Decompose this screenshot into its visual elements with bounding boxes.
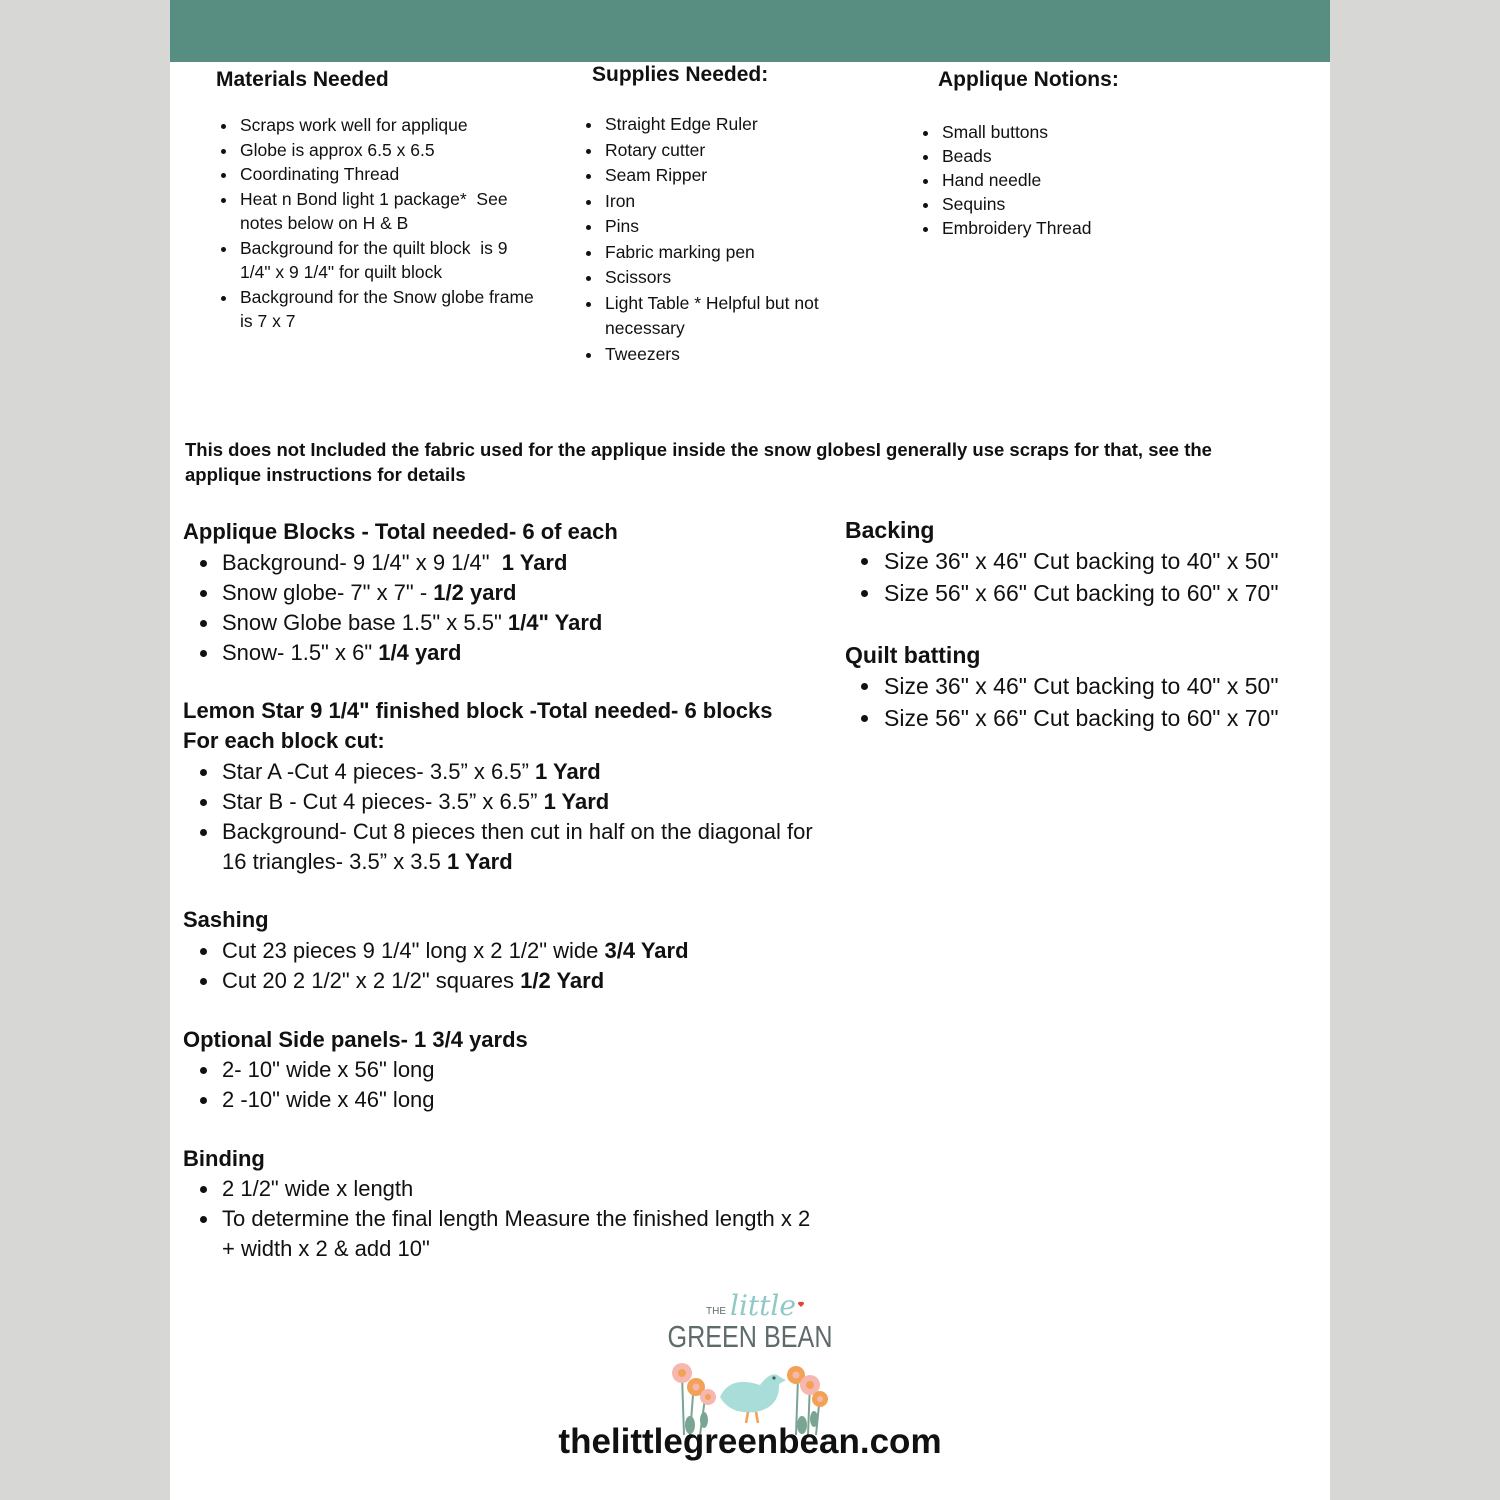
supplies-heading: Supplies Needed: bbox=[592, 63, 769, 86]
heart-icon bbox=[798, 1302, 804, 1307]
list-item: • Size 36" x 46" Cut backing to 40" x 50" bbox=[882, 671, 1362, 703]
logo-word-main: GREEN BEAN bbox=[667, 1319, 833, 1354]
list-item: • Snow- 1.5" x 6" 1/4 yard bbox=[220, 638, 860, 668]
list-item: • Hand needle bbox=[940, 168, 1200, 192]
backing-list bbox=[846, 546, 1362, 609]
list-item: • Background for the Snow globe frame is 7 x 7 bbox=[238, 285, 540, 334]
list-item: • Size 36" x 46" Cut backing to 40" x 50" bbox=[882, 546, 1362, 578]
list-item: • Light Table * Helpful but not necessary bbox=[603, 291, 893, 342]
list-item: • Cut 20 2 1/2" x 2 1/2" squares 1/2 Yard bbox=[220, 966, 860, 996]
list-item: • Snow Globe base 1.5" x 5.5" 1/4" Yard bbox=[220, 608, 860, 638]
list-item: • Seam Ripper bbox=[603, 163, 893, 189]
batting-list bbox=[846, 671, 1362, 734]
batting-heading: Quilt batting bbox=[845, 642, 981, 668]
list-item: • Star B - Cut 4 pieces- 3.5” x 6.5” 1 Yard bbox=[220, 787, 820, 817]
list-item: • Snow globe- 7" x 7" - 1/2 yard bbox=[220, 578, 860, 608]
lemon-star-list bbox=[184, 757, 820, 877]
list-item: • Size 56" x 66" Cut backing to 60" x 70" bbox=[882, 703, 1362, 735]
notions-heading: Applique Notions: bbox=[938, 68, 1119, 91]
side-panels-list bbox=[184, 1055, 860, 1115]
list-item: • Background- Cut 8 pieces then cut in half on the diagonal for 16 triangles- 3.5” x 3.5 1 Yard bbox=[220, 817, 820, 877]
notions-list bbox=[918, 120, 1200, 240]
side-panels-heading: Optional Side panels- 1 3/4 yards bbox=[183, 1027, 528, 1052]
list-item: • 2 1/2" wide x length bbox=[220, 1174, 820, 1204]
applique-blocks-list bbox=[184, 548, 860, 668]
lemon-star-heading: Lemon Star 9 1/4" finished block -Total needed- 6 blocks bbox=[183, 698, 773, 723]
materials-list bbox=[216, 113, 558, 334]
list-item: • Tweezers bbox=[603, 342, 893, 368]
list-item: • To determine the final length Measure the finished length x 2 + width x 2 & add 10" bbox=[220, 1204, 820, 1264]
website-url: thelittlegreenbean.com bbox=[558, 1422, 942, 1461]
sashing-heading: Sashing bbox=[183, 907, 269, 932]
list-item: • Fabric marking pen bbox=[603, 240, 893, 266]
list-item: • Pins bbox=[603, 214, 893, 240]
brand-logo-art bbox=[660, 1285, 840, 1445]
fabric-note: This does not Included the fabric used for the applique inside the snow globesI generally use scraps for that, see the applique instructions for details bbox=[185, 439, 1212, 485]
bird-icon bbox=[720, 1374, 786, 1423]
brand-logo bbox=[660, 1285, 840, 1445]
backing-heading: Backing bbox=[845, 517, 935, 543]
list-item: • Sequins bbox=[940, 192, 1200, 216]
list-item: • Scissors bbox=[603, 265, 893, 291]
list-item: • Small buttons bbox=[940, 120, 1200, 144]
applique-blocks-heading: Applique Blocks - Total needed- 6 of each bbox=[183, 519, 618, 544]
list-item: • Embroidery Thread bbox=[940, 216, 1200, 240]
list-item: • Star A -Cut 4 pieces- 3.5” x 6.5” 1 Yard bbox=[220, 757, 820, 787]
list-item: • 2- 10" wide x 56" long bbox=[220, 1055, 860, 1085]
list-item: • Globe is approx 6.5 x 6.5 bbox=[238, 138, 558, 163]
lemon-star-subheading: For each block cut: bbox=[183, 728, 385, 753]
list-item: • Coordinating Thread bbox=[238, 162, 558, 187]
list-item: • Rotary cutter bbox=[603, 138, 893, 164]
materials-heading: Materials Needed bbox=[216, 68, 389, 91]
list-item: • Straight Edge Ruler bbox=[603, 112, 893, 138]
list-item: • Heat n Bond light 1 package* See notes below on H & B bbox=[238, 187, 510, 236]
list-item: • 2 -10" wide x 46" long bbox=[220, 1085, 860, 1115]
binding-heading: Binding bbox=[183, 1146, 265, 1171]
logo-word-little: little bbox=[730, 1289, 796, 1322]
list-item: • Size 56" x 66" Cut backing to 60" x 70" bbox=[882, 578, 1362, 610]
list-item: • Cut 23 pieces 9 1/4" long x 2 1/2" wide 3/4 Yard bbox=[220, 936, 860, 966]
logo-word-the: THE bbox=[706, 1306, 726, 1317]
supplies-list bbox=[581, 112, 893, 367]
header-band bbox=[170, 0, 1330, 62]
list-item: • Background- 9 1/4" x 9 1/4" 1 Yard bbox=[220, 548, 860, 578]
list-item: • Background for the quilt block is 9 1/4" x 9 1/4" for quilt block bbox=[238, 236, 525, 285]
list-item: • Scraps work well for applique bbox=[238, 113, 558, 138]
binding-list bbox=[184, 1174, 820, 1264]
list-item: • Beads bbox=[940, 144, 1200, 168]
sashing-list bbox=[184, 936, 860, 996]
pattern-page bbox=[170, 0, 1330, 1500]
list-item: • Iron bbox=[603, 189, 893, 215]
